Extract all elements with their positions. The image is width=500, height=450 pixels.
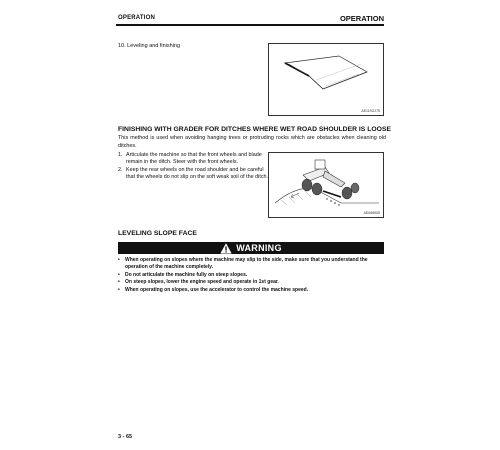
warning-text: On steep slopes, lower the engine speed and operate in 1st gear. <box>125 279 279 286</box>
section-heading-slope: LEVELING SLOPE FACE <box>118 230 197 237</box>
list-item <box>118 279 384 286</box>
warning-triangle-icon <box>220 243 232 254</box>
page-number: 3 - 65 <box>118 434 133 440</box>
blade-illustration <box>269 44 385 117</box>
section-heading-leveling: 10. Leveling and finishing <box>118 43 181 49</box>
list-item <box>118 257 384 272</box>
figure-code: AE068905 <box>363 211 380 215</box>
warning-list <box>118 257 384 294</box>
warning-banner <box>118 242 384 254</box>
bullet-icon: • <box>118 257 120 263</box>
grader-illustration <box>269 153 385 219</box>
list-item <box>118 272 384 279</box>
warning-text: Do not articulate the machine fully on steep slopes. <box>125 271 248 278</box>
step-text: Keep the rear wheels on the road shoulder and be careful that the wheels do not slip on the soft weak soil of the ditch. <box>126 166 269 181</box>
warning-text: When operating on slopes, use the accelerator to control the machine speed. <box>125 286 309 293</box>
header-right-title: OPERATION <box>339 14 384 23</box>
figure-leveling-blade <box>268 43 384 116</box>
warning-text: When operating on slopes where the machine may slip to the side, make sure that you understand the operation of the machine completely. <box>125 257 368 271</box>
header-left-title: OPERATION <box>118 15 156 21</box>
warning-label: WARNING <box>236 243 282 253</box>
step-text: Articulate the machine so that the front wheels and blade remain in the ditch. Steer with the front wheels. <box>126 152 262 166</box>
step-number: 1. <box>118 152 123 158</box>
section-heading-grader: FINISHING WITH GRADER FOR DITCHES WHERE WET ROAD SHOULDER IS LOOSE <box>118 126 392 133</box>
figure-grader-ditch <box>268 152 384 218</box>
list-item <box>118 287 384 294</box>
header-divider <box>116 24 384 26</box>
list-item <box>118 167 270 182</box>
figure-code: AE119GJ75 <box>361 109 380 113</box>
grader-steps-list <box>118 152 270 182</box>
bullet-icon: • <box>118 279 120 286</box>
list-item <box>118 152 270 167</box>
bullet-icon: • <box>118 286 120 293</box>
grader-intro-paragraph: This method is used when avoiding hanging trees or protruding rocks which are obstacles when cleaning old ditches. <box>118 135 386 149</box>
step-number: 2. <box>118 166 123 173</box>
bullet-icon: • <box>118 271 120 278</box>
